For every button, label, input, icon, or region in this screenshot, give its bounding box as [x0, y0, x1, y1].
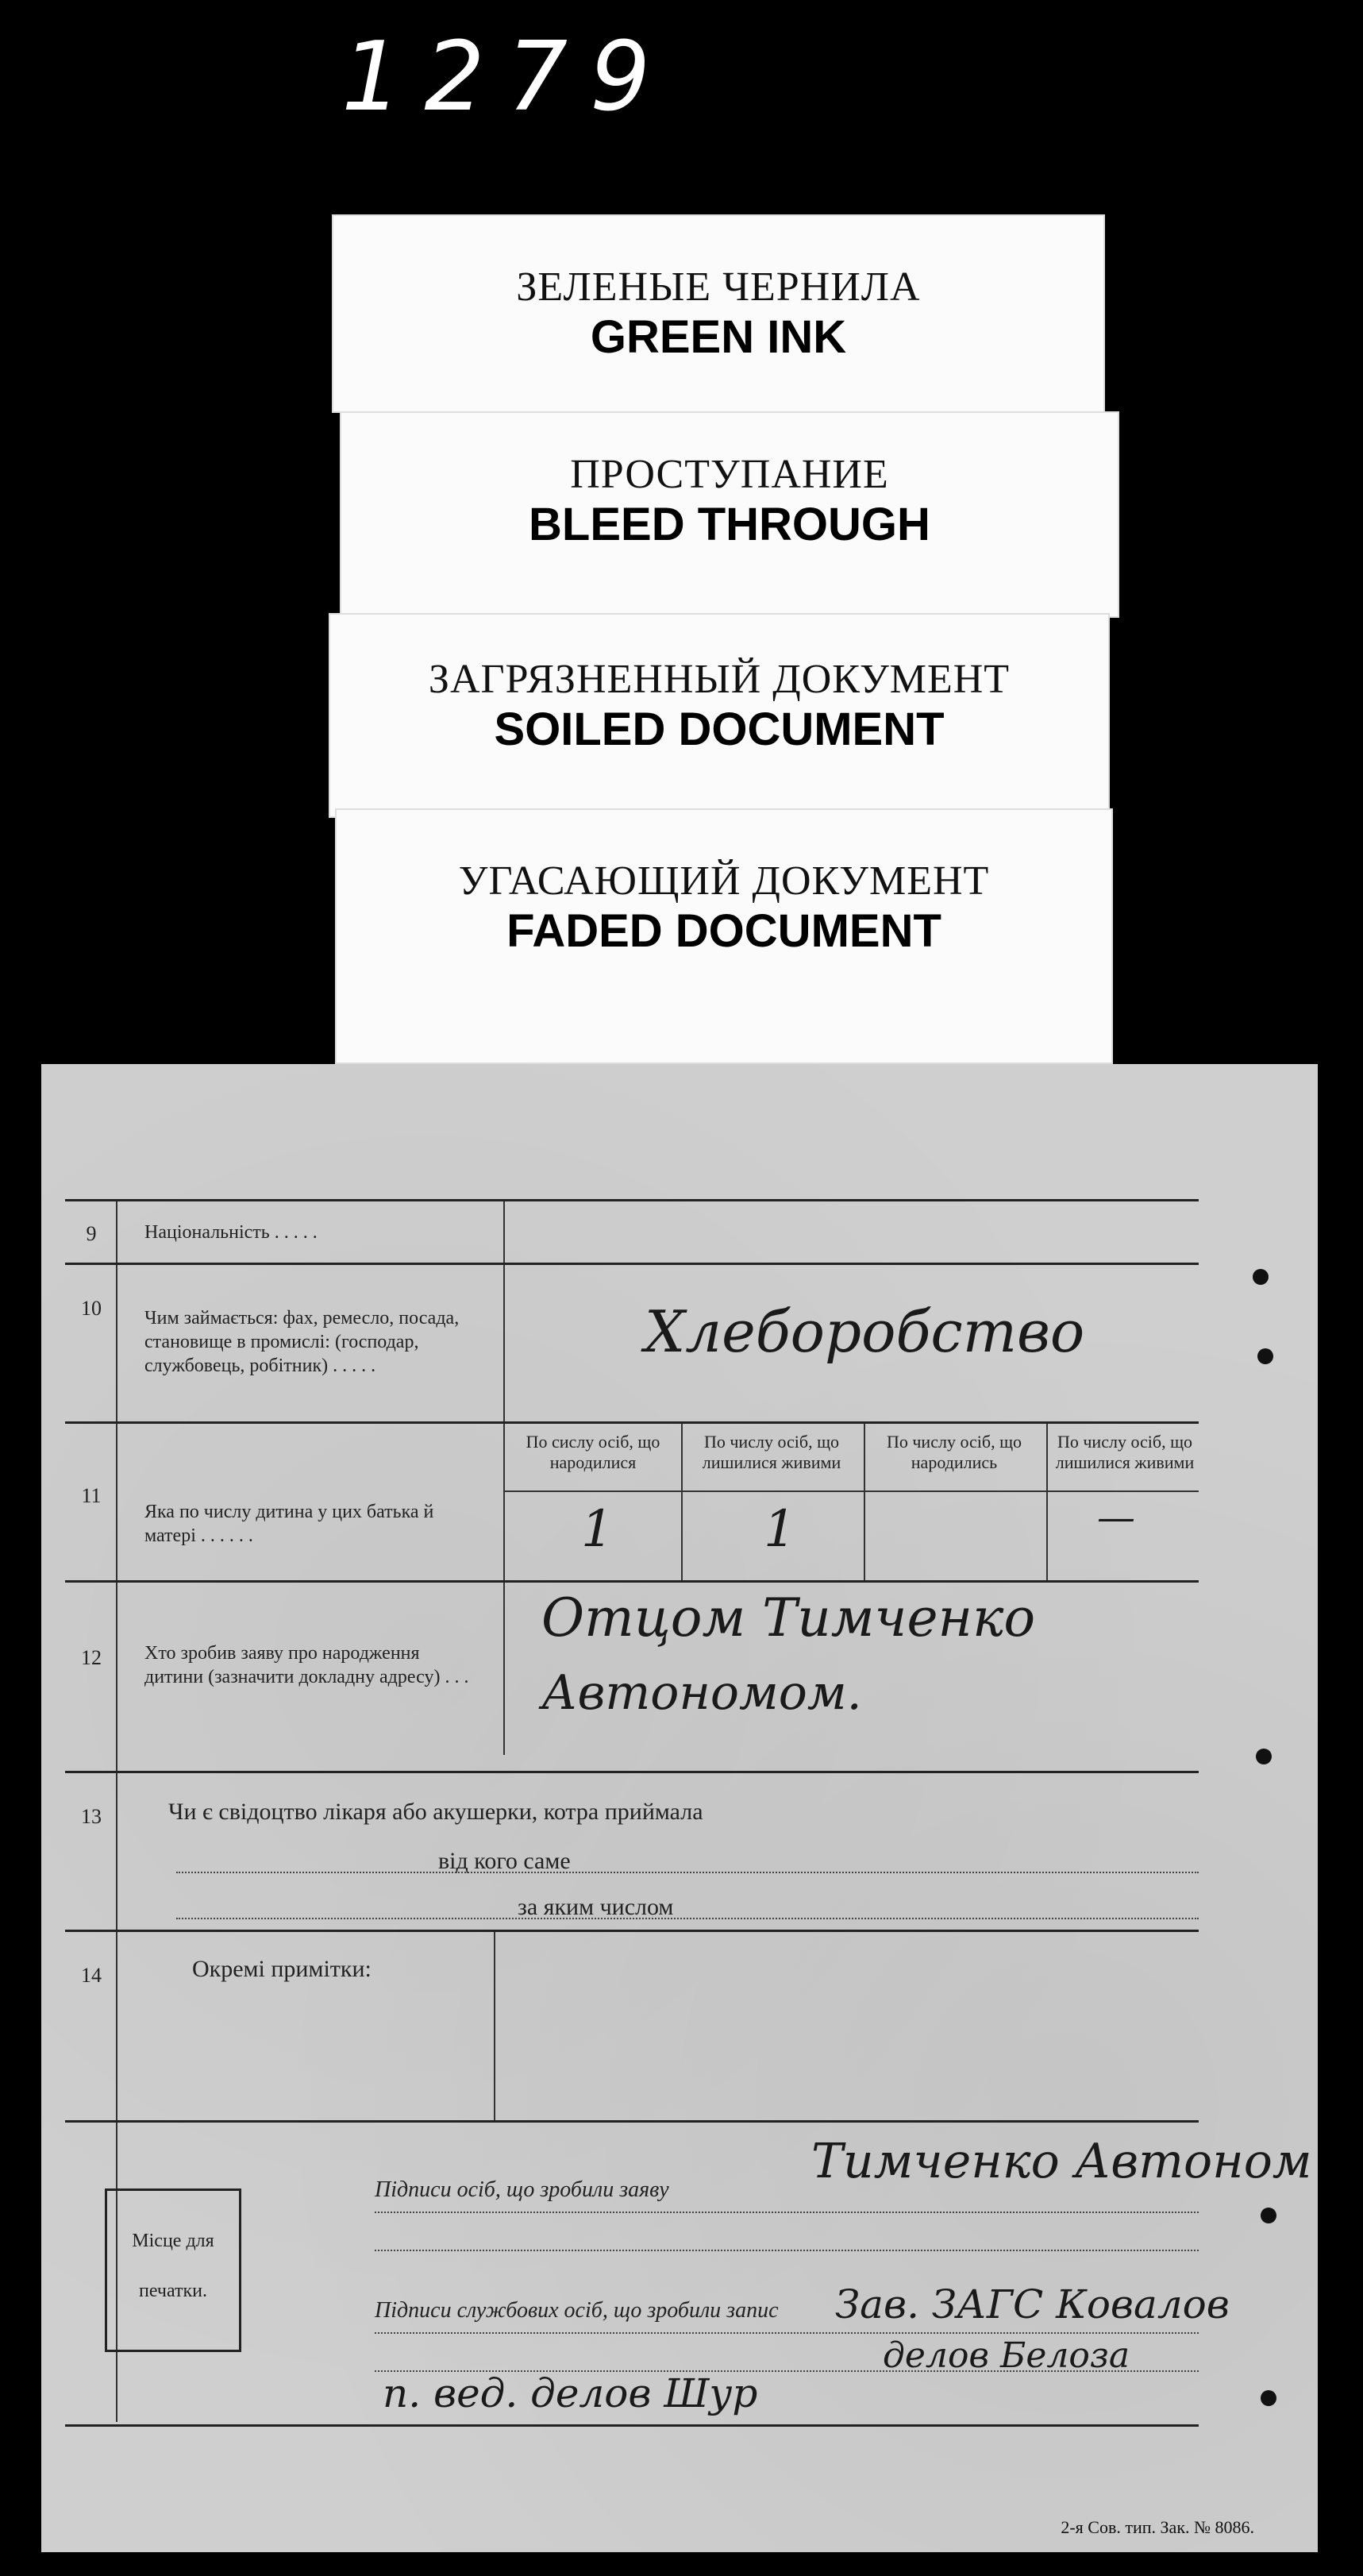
- label-card-ru: ПРОСТУПАНИЕ: [570, 452, 889, 497]
- punch-hole: [1253, 1269, 1269, 1285]
- row-number: 9: [86, 1222, 97, 1245]
- declarant-line-2: Автономом.: [541, 1665, 862, 1721]
- punch-hole: [1257, 1348, 1273, 1364]
- official-signature-1: Зав. ЗАГС Ковалов: [835, 2281, 1230, 2327]
- frame-number: 1279: [341, 22, 673, 133]
- label-card-ru: ЗЕЛЕНЫЕ ЧЕРНИЛА: [516, 264, 921, 310]
- row-occupation: [65, 1263, 1199, 1424]
- label-card-faded-document: [335, 808, 1113, 1064]
- label-card-en: GREEN INK: [590, 311, 847, 363]
- surviving-total-value: —: [1097, 1495, 1135, 1540]
- declarant-line-1: Отцом Тимченко: [541, 1587, 1036, 1649]
- surviving-count-value: 1: [764, 1500, 796, 1559]
- row-number: 14: [81, 1964, 102, 1987]
- certificate-question: Чи є свідоцтво лікаря або акушерки, котра приймала: [168, 1799, 703, 1825]
- punch-hole: [1261, 2208, 1276, 2223]
- punch-hole: [1256, 1749, 1272, 1764]
- label-card-bleed-through: [340, 411, 1119, 618]
- label-card-green-ink: [332, 214, 1105, 413]
- row-label: Чим займається: фах, ремесло, посада, становище в промислі: (господар, службовець, робітник) . . . . .: [144, 1308, 460, 1376]
- row-number: 11: [81, 1484, 102, 1507]
- declarants-signature: Тимченко Автоном: [811, 2134, 1312, 2189]
- label-card-ru: ЗАГРЯЗНЕННЫЙ ДОКУМЕНТ: [428, 657, 1011, 702]
- document-sheet: [41, 1064, 1318, 2552]
- seal-place-box: [105, 2188, 241, 2352]
- row-declarant: [65, 1580, 1199, 1773]
- row-number: 13: [81, 1805, 102, 1828]
- certificate-from-whom: від кого саме: [438, 1848, 571, 1874]
- seal-label: печатки.: [139, 2281, 207, 2301]
- row-certificate: [65, 1771, 1199, 1932]
- label-card-ru: УГАСАЮЩИЙ ДОКУМЕНТ: [458, 858, 990, 904]
- born-count-value: 1: [581, 1500, 614, 1559]
- label-card-soiled-document: [329, 613, 1110, 818]
- row-number: 10: [81, 1297, 102, 1320]
- row-child-order: [65, 1421, 1199, 1583]
- certificate-date: за яким числом: [518, 1894, 674, 1920]
- punch-hole: [1261, 2390, 1276, 2406]
- occupation-value: Хлеборобство: [645, 1298, 1085, 1365]
- label-card-en: SOILED DOCUMENT: [494, 704, 945, 755]
- row-number: 12: [81, 1646, 102, 1669]
- row-nationality: [65, 1199, 1199, 1265]
- seal-label: Місце для: [132, 2231, 214, 2251]
- column-header: По числу осіб, що народились: [886, 1432, 1022, 1472]
- label-card-en: FADED DOCUMENT: [506, 905, 941, 957]
- column-header: По сиcлу осіб, що народилися: [526, 1432, 660, 1472]
- column-header: По числу осіб, що лишилися живими: [702, 1432, 841, 1472]
- officials-signatures-label: Підписи службових осіб, що зробили запис: [375, 2298, 779, 2323]
- printer-mark: 2-я Сов. тип. Зак. № 8086.: [1061, 2517, 1254, 2537]
- row-notes: [65, 1930, 1199, 2123]
- row-label: Окремі примітки:: [192, 1956, 372, 1982]
- row-label: Хто зробив заяву про народження дитини (зазначити докладну адресу) . . .: [144, 1643, 469, 1687]
- column-header: По числу осіб, що лишилися живими: [1055, 1432, 1195, 1472]
- official-signature-3: п. вед. делов Шур: [383, 2370, 758, 2416]
- row-label: Яка по числу дитина у цих батька й матері . . . . . .: [144, 1502, 434, 1546]
- row-label: Національність . . . . .: [144, 1222, 318, 1243]
- label-card-en: BLEED THROUGH: [529, 499, 930, 550]
- declarants-signatures-label: Підписи осіб, що зробили заяву: [375, 2177, 669, 2202]
- official-signature-2: делов Белоза: [883, 2335, 1130, 2376]
